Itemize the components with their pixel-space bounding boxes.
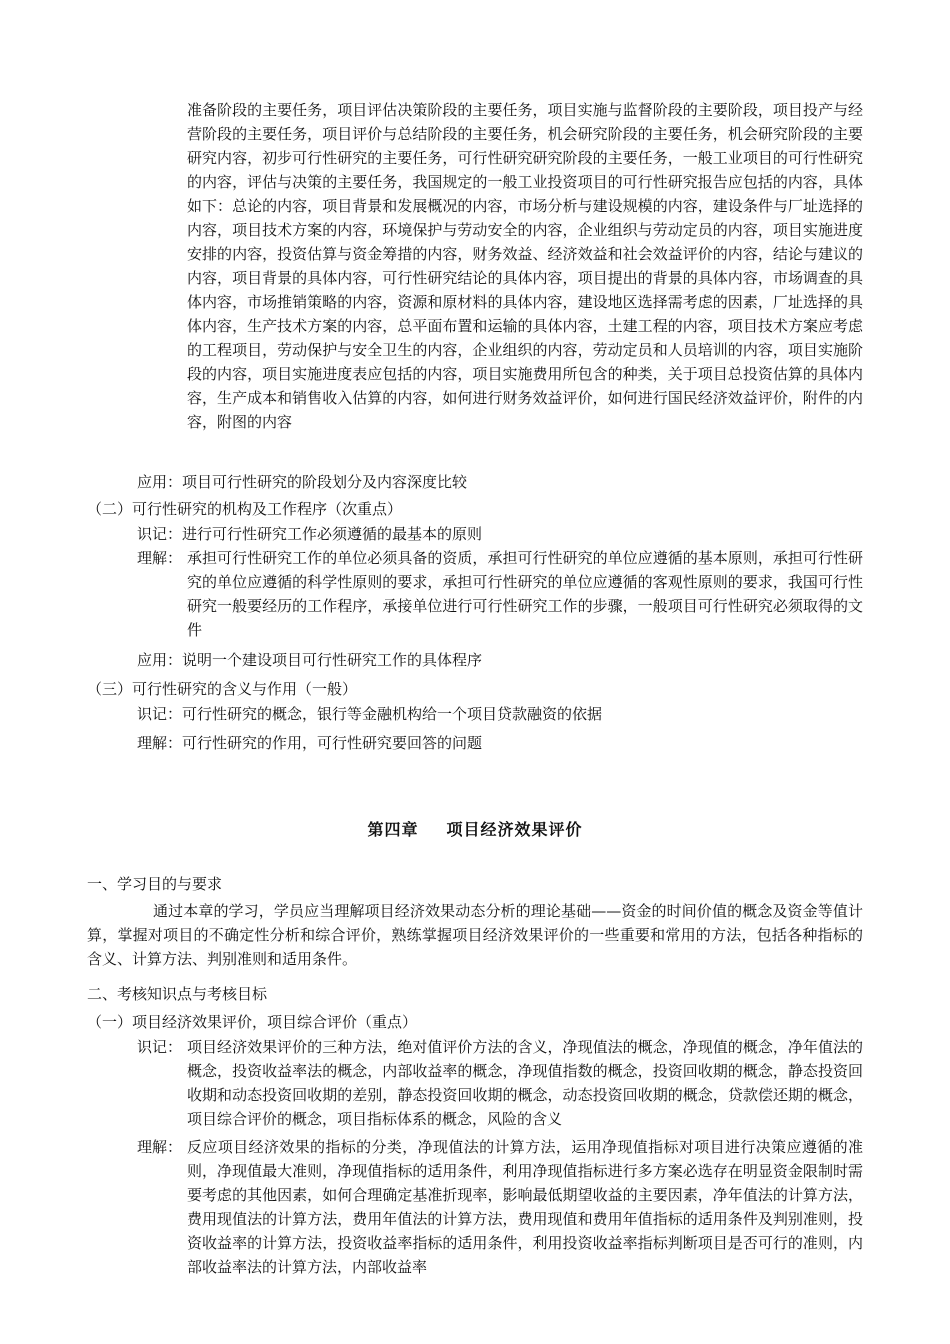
understand-term-2: 理解： <box>137 549 183 567</box>
know-term-4: 识记： <box>137 1038 183 1056</box>
part-heading-1: 一、学习目的与要求 <box>87 875 223 893</box>
know-term: 识记： <box>137 705 183 723</box>
understand-text-4: 反应项目经济效果的指标的分类，净现值法的计算方法，运用净现值指标对项目进行决策应遵循的准则，净现值最大准则，净现值指标的适用条件，利用净现值指标进行多方案必选存在明显资金限制时需要考虑的其他因素，如何合理确定基准折现率，影响最低期望收益的主要因素，净年值法的计算方法，费用现值法的计算方法，费用年值法的计算方法，费用现值和费用年值指标的适用条件及判别准则，投资收益率的计算方法，投资收益率指标的适用条件，利用投资收益率指标判断项目是否可行的准则，内部收益率法的计算方法，内部收益率 <box>187 1138 863 1276</box>
understand-term: 理解： <box>137 734 183 752</box>
know-text: 进行可行性研究工作必须遵循的最基本的原则 <box>182 525 483 543</box>
learning-goal-paragraph: 通过本章的学习，学员应当理解项目经济效果动态分析的理论基础——资金的时间价值的概念及资金等值计算，掌握对项目的不确定性分析和综合评价，熟练掌握项目经济效果评价的一些重要和常用的方法，包括各种指标的含义、计算方法、判别准则和适用条件。 <box>87 902 863 968</box>
understand-row-3 <box>137 731 857 755</box>
apply-term: 应用： <box>137 473 183 491</box>
understand-text-2: 承担可行性研究工作的单位必须具备的资质，承担可行性研究的单位应遵循的基本原则，承担可行性研究的单位应遵循的科学性原则的要求，承担可行性研究的单位应遵循的客观性原则的要求，我国可行性研究一般要经历的工作程序，承接单位进行可行性研究工作的步骤，一般项目可行性研究必须取得的文件 <box>187 549 863 639</box>
know-term: 识记： <box>137 525 183 543</box>
section-heading-2: （二）可行性研究的机构及工作程序（次重点） <box>87 500 403 518</box>
understand-text: 可行性研究的作用，可行性研究要回答的问题 <box>182 734 483 752</box>
know-row-2 <box>137 522 857 546</box>
section-heading-4: （一）项目经济效果评价，项目综合评价（重点） <box>87 1013 418 1031</box>
chapter-title <box>0 817 950 840</box>
know-row-3 <box>137 702 857 726</box>
apply-row-1 <box>137 470 857 494</box>
section-heading-3: （三）可行性研究的含义与作用（一般） <box>87 680 358 698</box>
know-text-4: 项目经济效果评价的三种方法，绝对值评价方法的含义，净现值法的概念，净现值的概念，净年值法的概念，投资收益率法的概念，内部收益率的概念，净现值指数的概念，投资回收期的概念，静态投资回收期和动态投资回收期的差别，静态投资回收期的概念，动态投资回收期的概念，贷款偿还期的概念，项目综合评价的概念，项目指标体系的概念，风险的含义 <box>187 1038 863 1128</box>
know-text: 可行性研究的概念，银行等金融机构给一个项目贷款融资的依据 <box>182 705 603 723</box>
chapter-name: 项目经济效果评价 <box>446 820 583 839</box>
understand-term-4: 理解： <box>137 1138 183 1156</box>
apply-text: 项目可行性研究的阶段划分及内容深度比较 <box>182 473 468 491</box>
apply-term: 应用： <box>137 651 183 669</box>
continued-understand-text: 准备阶段的主要任务，项目评估决策阶段的主要任务，项目实施与监督阶段的主要阶段，项目投产与经营阶段的主要任务，项目评价与总结阶段的主要任务，机会研究阶段的主要任务，机会研究阶段的主要研究内容，初步可行性研究的主要任务，可行性研究研究阶段的主要任务，一般工业项目的可行性研究的内容，评估与决策的主要任务，我国规定的一般工业投资项目的可行性研究报告应包括的内容，具体如下：总论的内容，项目背景和发展概况的内容，市场分析与建设规模的内容，建设条件与厂址选择的内容，项目技术方案的内容，环境保护与劳动安全的内容，企业组织与劳动定员的内容，项目实施进度安排的内容，投资估算与资金筹措的内容，财务效益、经济效益和社会效益评价的内容，结论与建议的内容，项目背景的具体内容，可行性研究结论的具体内容，项目提出的背景的具体内容，市场调查的具体内容，市场推销策略的内容，资源和原材料的具体内容，建设地区选择需考虑的因素，厂址选择的具体内容，生产技术方案的内容，总平面布置和运输的具体内容，土建工程的内容，项目技术方案应考虑的工程项目，劳动保护与安全卫生的内容，企业组织的内容，劳动定员和人员培训的内容，项目实施阶段的内容，项目实施进度表应包括的内容，项目实施费用所包含的种类，关于项目总投资估算的具体内容，生产成本和销售收入估算的内容，如何进行财务效益评价，如何进行国民经济效益评价，附件的内容，附图的内容 <box>187 101 863 431</box>
chapter-number: 第四章 <box>367 820 419 839</box>
part-heading-2: 二、考核知识点与考核目标 <box>87 985 268 1003</box>
apply-text: 说明一个建设项目可行性研究工作的具体程序 <box>182 651 483 669</box>
apply-row-2 <box>137 648 857 672</box>
